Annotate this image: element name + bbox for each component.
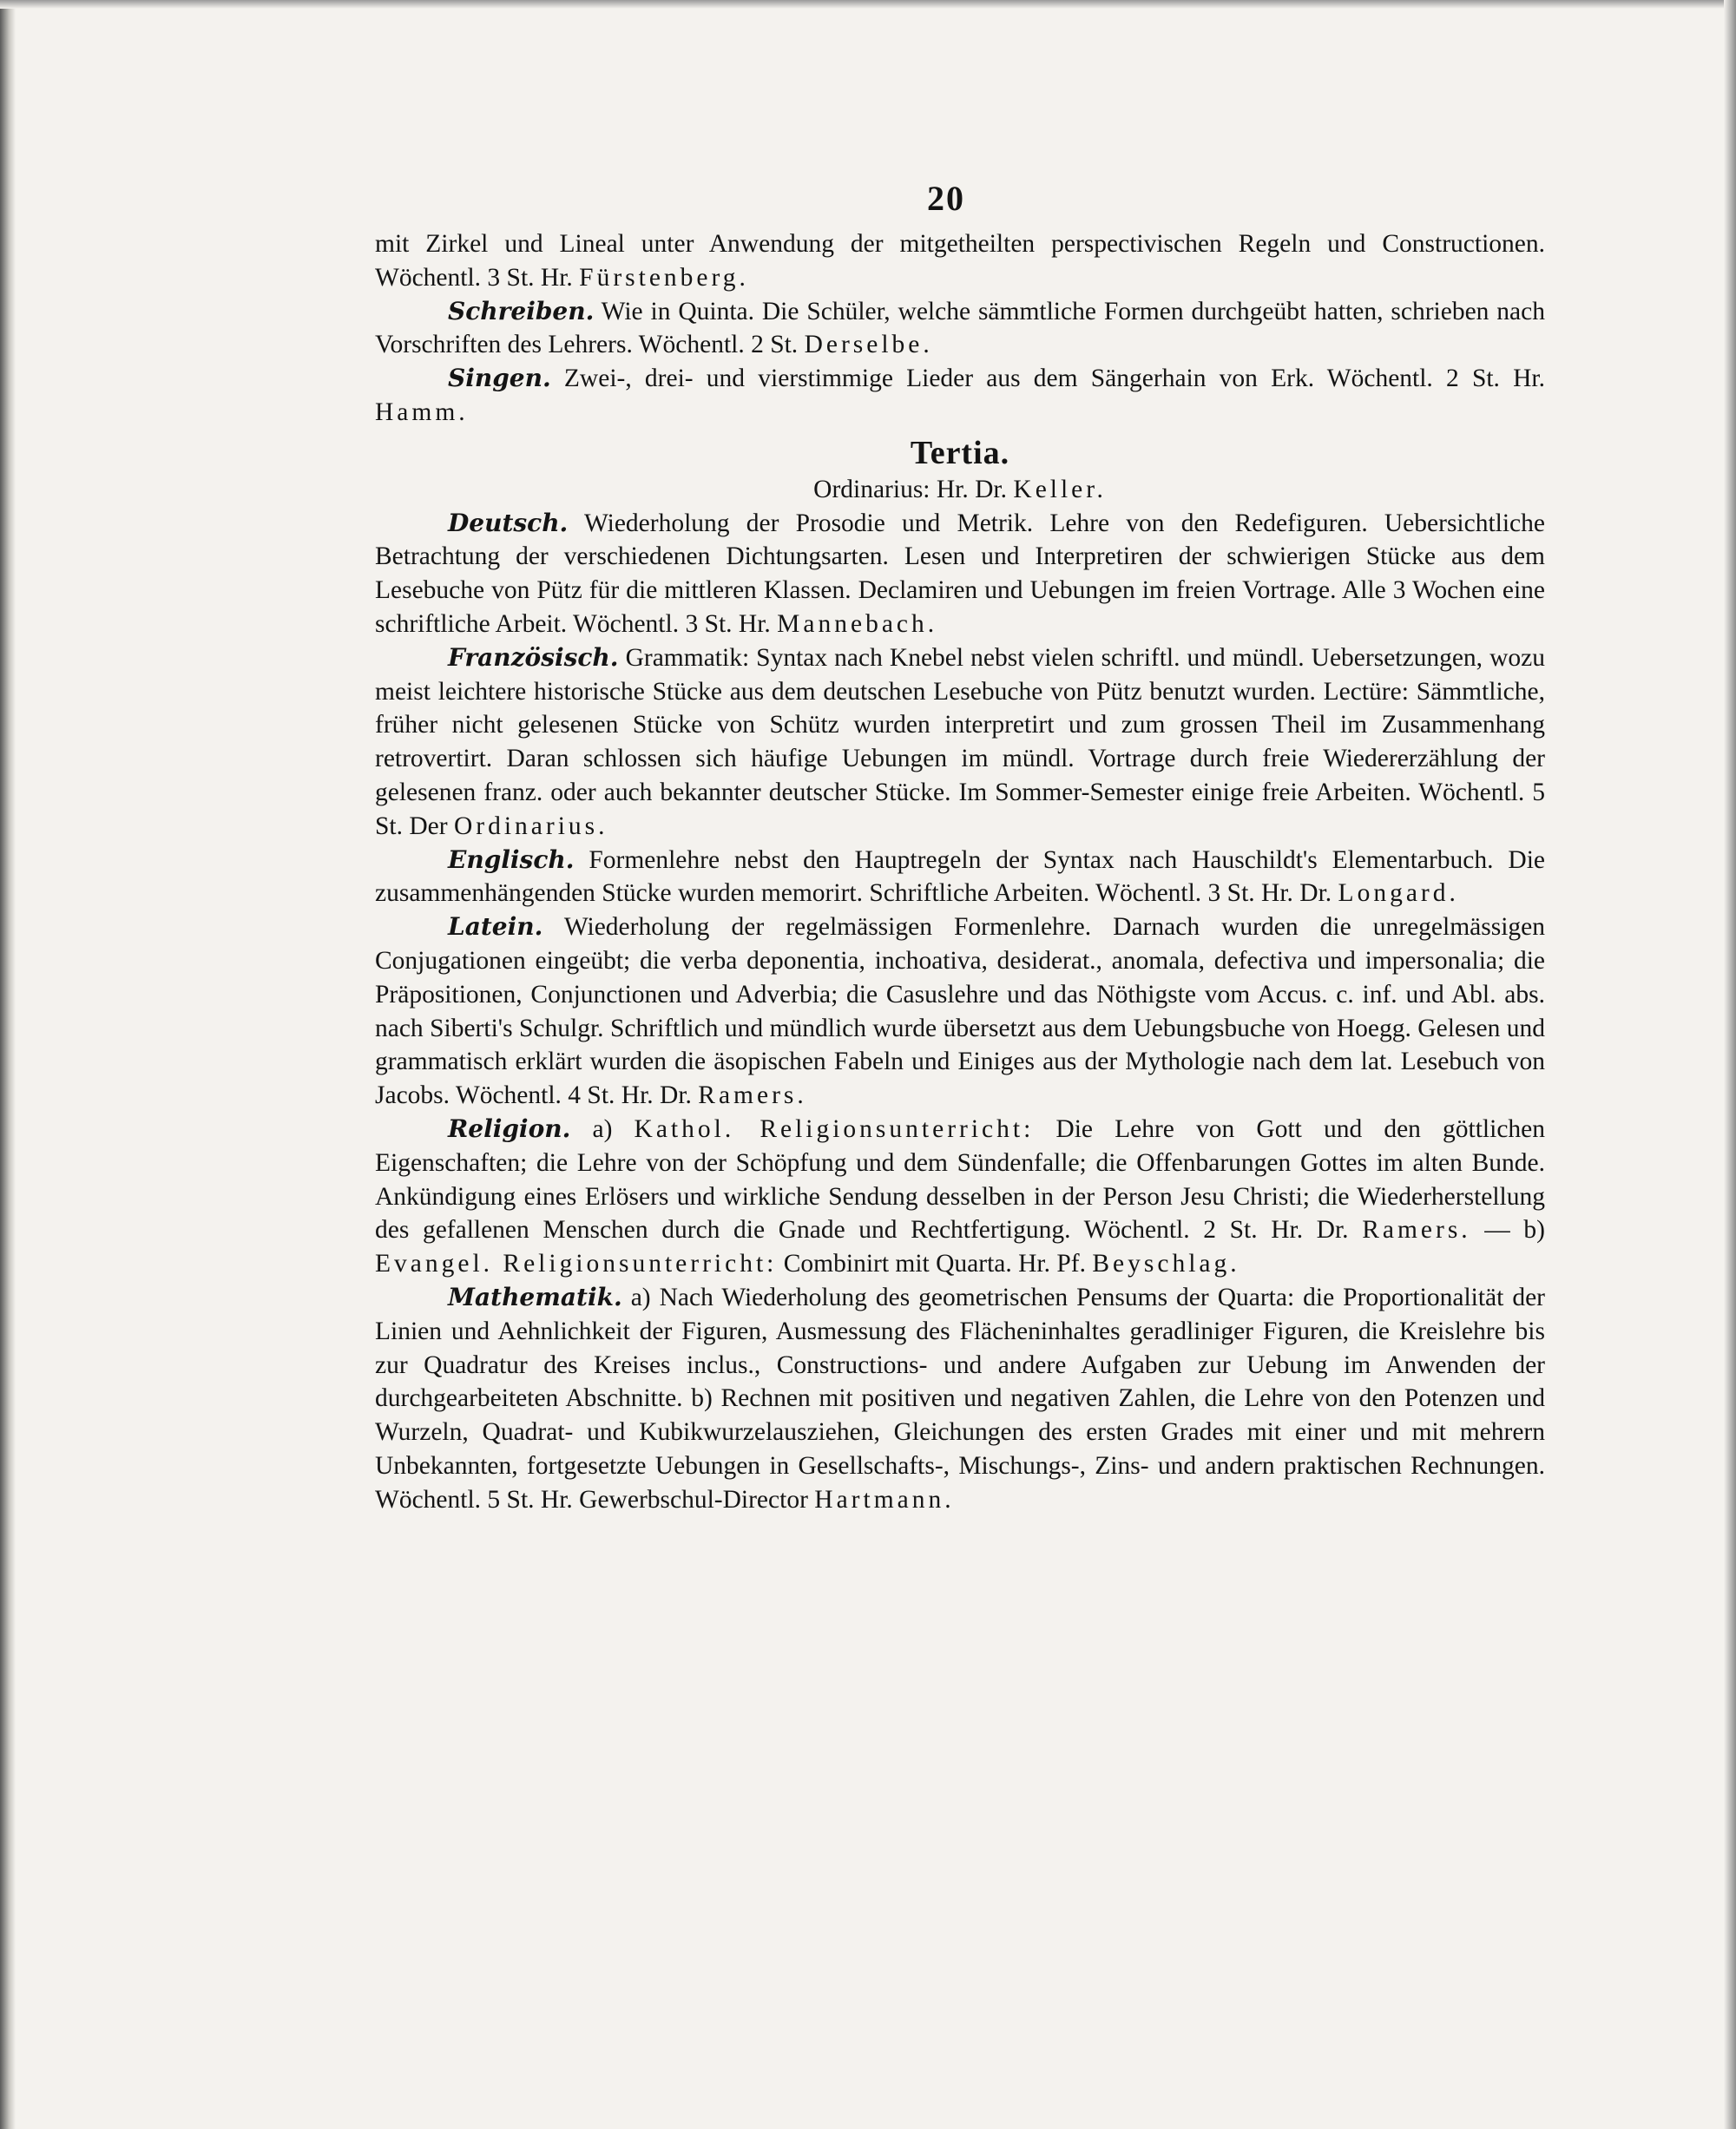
englisch-paragraph — [375, 844, 1545, 911]
paragraph-text: Combinirt mit Quarta. Hr. Pf. — [777, 1250, 1093, 1278]
paragraph-text: Die Lehre von Gott und den göttlichen Eigenschaften; die Lehre von der Schöpfung und dem Sündenfalle; die Offenbarungen Gottes im alten Bunde. Ankündigung eines Erlösers und wirkliche Sendung desselben in der Person Jesu Christi; die Wiederherstellung des gefallenen Menschen durch die Gnade und Rechtfertigung. Wöchentl. 2 St. Hr. Dr. — [375, 1114, 1546, 1245]
page-number: 20 — [927, 179, 965, 218]
page-edge-left — [0, 0, 16, 2129]
teacher-name: Ramers. — [1362, 1216, 1471, 1245]
ordinarius-line — [375, 473, 1545, 507]
deutsch-paragraph — [375, 507, 1545, 641]
section-title: Tertia. — [910, 434, 1010, 471]
paragraph-text: — b) — [1470, 1216, 1545, 1245]
teacher-name: Derselbe. — [804, 331, 933, 359]
paragraph-text: Wie in Quinta. Die Schüler, welche sämmtliche Formen durchgeübt hatten, schrieben nach Vorschriften des Lehrers. Wöchentl. 2 St. — [375, 297, 1545, 359]
subsection-heading: Kathol. Religionsunterricht: — [634, 1114, 1035, 1143]
subject-heading: Englisch. — [448, 844, 575, 874]
continuation-text: mit Zirkel und Lineal unter Anwendung der mitgetheilten perspectivischen Regeln und Constructionen. Wöchentl. 3 St. Hr. — [375, 230, 1545, 292]
singen-paragraph — [375, 362, 1545, 430]
subject-heading: Schreiben. — [448, 296, 595, 325]
mathematik-paragraph — [375, 1281, 1545, 1517]
religion-paragraph — [375, 1113, 1545, 1281]
subject-heading: Singen. — [448, 364, 551, 393]
subsection-heading: Evangel. Religionsunterricht: — [375, 1250, 778, 1278]
paragraph-text: a) — [570, 1114, 635, 1143]
teacher-name: Longard. — [1338, 879, 1459, 908]
subject-heading: Latein. — [448, 912, 543, 942]
teacher-name: Hamm. — [375, 398, 469, 426]
document-body — [375, 227, 1545, 1516]
subject-heading: Französisch. — [448, 642, 619, 672]
teacher-name: Ramers. — [698, 1081, 807, 1110]
paragraph-text: Wiederholung der Prosodie und Metrik. Lehre von den Redefiguren. Uebersichtliche Betrachtung der verschiedenen Dichtungsarten. Lesen und Interpretiren der schwierigen Stücke aus dem Lesebuche von Pütz für die mittleren Klassen. Declamiren und Uebungen im freien Vortrage. Alle 3 Wochen eine schriftliche Arbeit. Wöchentl. 3 St. Hr. — [375, 509, 1545, 638]
paragraph-text: Grammatik: Syntax nach Knebel nebst vielen schriftl. und mündl. Uebersetzungen, wozu meist leichtere historische Stücke aus dem deutschen Lesebuche von Pütz benutzt wurden. Lectüre: Sämmtliche, früher nicht gelesenen Stücke von Schütz wurden interpretirt und zum grossen Theil im Zusammenhang retrovertirt. Daran schlossen sich häufige Uebungen im mündl. Vortrage durch freie Wiedererzählung der gelesenen franz. oder auch bekannter deutscher Stücke. Im Sommer-Semester einige freie Arbeiten. Wöchentl. 5 St. Der — [375, 643, 1545, 840]
ordinarius-name: Keller. — [1013, 475, 1107, 503]
schreiben-paragraph — [375, 295, 1545, 363]
continuation-paragraph — [375, 227, 1545, 295]
franzoesisch-paragraph — [375, 641, 1545, 844]
page-edge-top — [0, 0, 1736, 9]
latein-paragraph — [375, 910, 1545, 1113]
paragraph-text: Wiederholung der regelmässigen Formenlehre. Darnach wurden die unregelmässigen Conjugationen eingeübt; die verba deponentia, inchoativa, desiderat., anomala, defectiva und impersonalia; die Präpositionen, Conjunctionen und Adverbia; die Casuslehre und das Nöthigste vom Accus. c. inf. und Abl. abs. nach Siberti's Schulgr. Schriftlich und mündlich wurde übersetzt aus dem Uebungsbuche von Hoegg. Gelesen und grammatisch erklärt wurden die äsopischen Fabeln und Einiges aus der Mythologie nach dem lat. Lesebuch von Jacobs. Wöchentl. 4 St. Hr. Dr. — [375, 913, 1545, 1110]
teacher-name: Ordinarius. — [453, 812, 608, 840]
paragraph-text: Zwei-, drei- und vierstimmige Lieder aus dem Sängerhain von Erk. Wöchentl. 2 St. Hr. — [550, 365, 1545, 393]
subject-heading: Religion. — [448, 1114, 571, 1143]
teacher-name: Hartmann. — [814, 1485, 955, 1514]
teacher-name: Beyschlag. — [1092, 1250, 1240, 1278]
page-edge-right — [1724, 0, 1736, 2129]
paragraph-text: a) Nach Wiederholung des geometrischen Pensums der Quarta: die Proportionalität der Linien und Aehnlichkeit der Figuren, Ausmessung des Flächeninhaltes geradliniger Figuren, die Kreislehre bis zur Quadratur des Kreises inclus., Constructions- und andere Aufgaben zur Uebung im Anwenden der durchgearbeiteten Abschnitte. b) Rechnen mit positiven und negativen Zahlen, die Lehre von den Potenzen und Wurzeln, Quadrat- und Kubikwurzelausziehen, Gleichungen des ersten Grades mit einer und mit mehrern Unbekannten, fortgesetzte Uebungen in Gesellschafts-, Mischungs-, Zins- und andern praktischen Rechnungen. Wöchentl. 5 St. Hr. Gewerbschul-Director — [375, 1283, 1545, 1514]
teacher-name: Fürstenberg. — [579, 263, 749, 292]
subject-heading: Deutsch. — [448, 508, 569, 537]
teacher-name: Mannebach. — [777, 609, 938, 638]
subject-heading: Mathematik. — [448, 1282, 622, 1311]
ordinarius-label: Ordinarius: Hr. Dr. — [813, 475, 1014, 503]
paragraph-text: Formenlehre nebst den Hauptregeln der Syntax nach Hauschildt's Elementarbuch. Die zusammenhängenden Stücke wurden memorirt. Schriftliche Arbeiten. Wöchentl. 3 St. Hr. Dr. — [375, 845, 1545, 908]
